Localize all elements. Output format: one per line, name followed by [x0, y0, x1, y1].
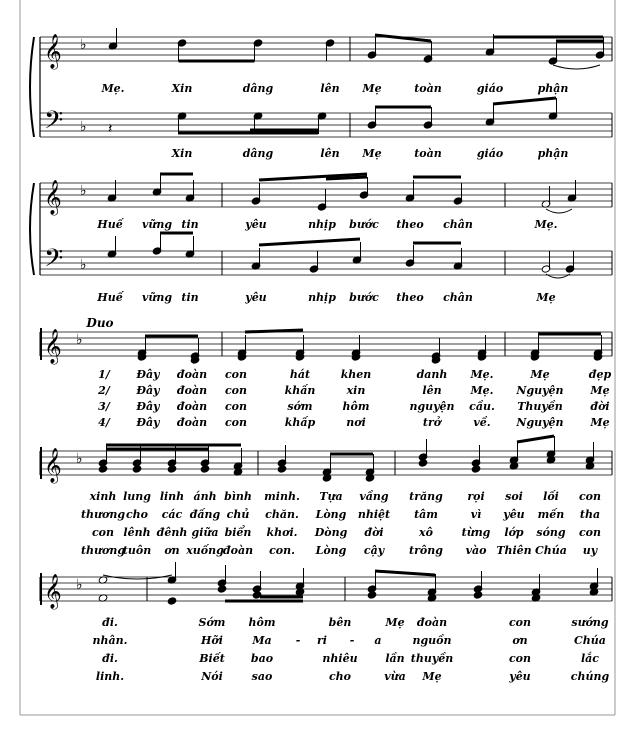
verse-2-syllable: ơn: [512, 634, 528, 647]
verse-1-syllable: khen: [340, 368, 372, 381]
verse-3-syllable: Đây: [136, 400, 160, 413]
verse-4-syllable: chúng: [570, 670, 610, 683]
verse-3-syllable: biển: [224, 526, 252, 539]
flat-icon: ♭: [80, 183, 87, 199]
treble-clef-icon: 𝄞: [44, 329, 62, 364]
treble-lyric: phận: [537, 82, 569, 95]
bass-lyric: toàn: [414, 147, 442, 160]
bass-lyric: theo: [396, 291, 424, 304]
verse-1-syllable: con: [508, 616, 532, 629]
verse-3-syllable: đời: [590, 400, 610, 413]
verse-3-syllable: thuyền: [410, 652, 454, 665]
treble-lyric: Mẹ.: [101, 82, 125, 95]
verse-2-syllable: tha: [579, 508, 601, 521]
verse-3-syllable: đời: [364, 526, 384, 539]
verse-2-syllable: đấng: [189, 508, 221, 521]
verse-4-syllable: về.: [473, 416, 491, 429]
verse-4-syllable: con: [224, 416, 248, 429]
verse-2-syllable: -: [295, 634, 301, 647]
verse-1-syllable: Mẹ: [530, 368, 550, 381]
verse-1-syllable: vầng: [359, 490, 389, 503]
verse-4-syllable: trở: [422, 416, 442, 429]
verse-1-syllable: minh.: [264, 490, 300, 503]
verse-4-syllable: yêu: [509, 670, 531, 683]
note: [473, 591, 483, 599]
beam: [375, 35, 431, 41]
note: [418, 459, 428, 467]
flat-icon: ♭: [80, 257, 87, 273]
treble-lyric: bước: [349, 218, 379, 231]
verse-4-syllable: linh.: [95, 670, 125, 683]
verse-4-syllable: đoàn: [222, 544, 254, 557]
beam: [517, 436, 554, 442]
treble-lyric: nhịp: [308, 218, 336, 231]
verse-4-syllable: cho: [328, 670, 352, 683]
verse-1-syllable: Sớm: [198, 616, 226, 629]
verse-2-syllable: Lòng: [315, 508, 347, 521]
verse-2-syllable: thương: [80, 508, 126, 521]
treble-lyric: Xin: [171, 82, 193, 95]
treble-lyric: tin: [181, 218, 199, 231]
verse-3-syllable: lần: [385, 652, 405, 665]
note: [167, 597, 177, 605]
verse-2-syllable: xin: [346, 384, 366, 397]
verse-3-syllable: Biết: [199, 652, 225, 665]
verse-1-syllable: lung: [123, 490, 151, 503]
verse-2-syllable: yêu: [503, 508, 525, 521]
verse-3-syllable: đi.: [102, 652, 118, 665]
verse-3-syllable: cầu.: [469, 400, 495, 413]
verse-2-syllable: Nguyện: [516, 384, 564, 397]
system-brace: [30, 183, 34, 275]
verse-3-syllable: Dòng: [314, 526, 348, 539]
verse-3-syllable: con: [508, 652, 532, 665]
verse-4-syllable: cậy: [363, 544, 385, 557]
note: [367, 591, 377, 599]
verse-2-syllable: nhân.: [92, 634, 128, 647]
flat-icon: ♭: [76, 451, 83, 467]
verse-4-syllable: Chúa: [535, 544, 567, 557]
treble-lyric: chân: [443, 218, 473, 231]
treble-lyric: dâng: [242, 82, 274, 95]
verse-2-syllable: a: [374, 634, 382, 647]
note: [200, 465, 210, 473]
treble-lyric: vững: [141, 218, 173, 231]
verse-2-syllable: cho: [125, 508, 149, 521]
verse-2-syllable: chủ: [226, 508, 250, 521]
verse-3-syllable: đoàn: [176, 400, 208, 413]
verse-3-syllable: con: [91, 526, 115, 539]
bass-lyric: bước: [349, 291, 379, 304]
verse-4-syllable: Mẹ: [590, 416, 610, 429]
bass-lyric: phận: [537, 147, 569, 160]
flat-icon: ♭: [76, 332, 83, 348]
verse-1-syllable: linh: [159, 490, 185, 503]
treble-clef-icon: 𝄞: [44, 34, 62, 69]
verse-1-syllable: đi.: [102, 616, 118, 629]
verse-2-syllable: 2/: [98, 384, 110, 397]
verse-3-syllable: nhiêu: [322, 652, 358, 665]
treble-clef-icon: 𝄞: [44, 448, 62, 483]
note: [277, 465, 287, 473]
treble-lyric: giáo: [476, 82, 504, 95]
verse-4-syllable: thương: [80, 544, 126, 557]
treble-lyric: lên: [320, 82, 340, 95]
verse-2-syllable: Mẹ: [590, 384, 610, 397]
note: [471, 465, 481, 473]
verse-1-syllable: con: [578, 490, 602, 503]
verse-4-syllable: Thiên: [496, 544, 532, 557]
verse-1-syllable: bên: [328, 616, 352, 629]
verse-1-syllable: hôm: [248, 616, 276, 629]
verse-4-syllable: khấp: [284, 416, 316, 429]
verse-4-syllable: 4/: [98, 416, 110, 429]
bass-lyric: chân: [443, 291, 473, 304]
bass-clef-icon: 𝄢: [44, 244, 64, 279]
verse-2-syllable: các: [161, 508, 183, 521]
bass-lyric: yêu: [245, 291, 267, 304]
verse-3-syllable: hôm: [342, 400, 370, 413]
verse-2-syllable: khấn: [284, 384, 316, 397]
bass-lyric: Xin: [171, 147, 193, 160]
verse-3-syllable: con: [578, 526, 602, 539]
flat-icon: ♭: [80, 37, 87, 53]
verse-4-syllable: uy: [582, 544, 598, 557]
treble-lyric: Mẹ: [362, 82, 382, 95]
tie: [546, 209, 572, 213]
note: [217, 585, 227, 593]
verse-1-syllable: lối: [543, 490, 559, 503]
verse-3-syllable: sóng: [536, 526, 566, 539]
verse-4-syllable: con.: [269, 544, 295, 557]
treble-lyric: Mẹ.: [534, 218, 558, 231]
verse-4-syllable: vào: [465, 544, 487, 557]
verse-4-syllable: vừa: [384, 670, 406, 683]
bass-lyric: vững: [141, 291, 173, 304]
bass-lyric: Mẹ: [362, 147, 382, 160]
verse-4-syllable: Đây: [136, 416, 160, 429]
system-brace: [30, 37, 34, 137]
quarter-rest-icon: 𝄽: [108, 121, 113, 137]
verse-3-syllable: giữa: [191, 526, 219, 539]
verse-3-syllable: nguyện: [409, 400, 455, 413]
verse-4-syllable: tuôn: [122, 544, 152, 557]
verse-3-syllable: lênh: [123, 526, 151, 539]
bass-lyric: lên: [320, 147, 340, 160]
verse-1-syllable: Đây: [136, 368, 160, 381]
duo-label: Duo: [86, 316, 114, 330]
verse-1-syllable: Mẹ: [385, 616, 405, 629]
verse-4-syllable: Lòng: [315, 544, 347, 557]
treble-lyric: toàn: [414, 82, 442, 95]
verse-2-syllable: Hỡi: [201, 634, 223, 647]
verse-1-syllable: bình: [224, 490, 252, 503]
verse-4-syllable: đoàn: [176, 416, 208, 429]
bass-lyric: Huế: [97, 291, 123, 304]
verse-2-syllable: Mẹ.: [470, 384, 494, 397]
verse-1-syllable: xinh: [89, 490, 117, 503]
verse-2-syllable: ri: [317, 634, 327, 647]
music-notation: [30, 28, 612, 610]
verse-1-syllable: 1/: [98, 368, 110, 381]
verse-1-syllable: rọi: [467, 490, 485, 503]
treble-lyric: Huế: [97, 218, 123, 231]
note: [167, 465, 177, 473]
verse-1-syllable: con: [224, 368, 248, 381]
bass-lyric: tin: [181, 291, 199, 304]
verse-3-syllable: bao: [250, 652, 274, 665]
verse-1-syllable: Mẹ.: [470, 368, 494, 381]
verse-3-syllable: xô: [419, 526, 433, 539]
verse-2-syllable: tâm: [414, 508, 438, 521]
verse-2-syllable: Chúa: [574, 634, 606, 647]
verse-2-syllable: Ma: [252, 634, 272, 647]
verse-2-syllable: con: [224, 384, 248, 397]
note: [132, 465, 142, 473]
verse-3-syllable: sớm: [287, 400, 313, 413]
verse-4-syllable: nơi: [346, 416, 366, 429]
verse-2-syllable: vì: [470, 508, 482, 521]
verse-2-syllable: đoàn: [176, 384, 208, 397]
verse-3-syllable: 3/: [98, 400, 110, 413]
verse-1-syllable: soi: [505, 490, 523, 503]
verse-2-syllable: Đây: [136, 384, 160, 397]
verse-2-syllable: nguồn: [412, 634, 452, 647]
verse-4-syllable: xuống: [186, 544, 224, 557]
verse-1-syllable: đoàn: [176, 368, 208, 381]
verse-1-syllable: Tựa: [319, 490, 343, 503]
verse-3-syllable: từng: [461, 526, 491, 539]
verse-1-syllable: đoàn: [416, 616, 448, 629]
treble-clef-icon: 𝄞: [44, 180, 62, 215]
beam: [259, 239, 360, 245]
verse-2-syllable: lên: [422, 384, 442, 397]
verse-4-syllable: ơn: [164, 544, 180, 557]
tie: [553, 65, 600, 69]
bass-lyric: nhịp: [308, 291, 336, 304]
verse-4-syllable: Mẹ: [422, 670, 442, 683]
verse-3-syllable: con: [224, 400, 248, 413]
note: [98, 465, 108, 473]
verse-2-syllable: chăn.: [265, 508, 299, 521]
verse-1-syllable: hát: [289, 368, 311, 381]
verse-4-syllable: sao: [251, 670, 273, 683]
treble-lyric: theo: [396, 218, 424, 231]
bass-lyric: Mẹ: [536, 291, 556, 304]
verse-2-syllable: -: [349, 634, 355, 647]
verse-3-syllable: đênh: [156, 526, 188, 539]
verse-1-syllable: sướng: [571, 616, 609, 629]
verse-1-syllable: trăng: [409, 490, 443, 503]
beam: [245, 330, 303, 332]
flat-icon: ♭: [76, 577, 83, 593]
verse-1-syllable: đẹp: [588, 368, 612, 381]
verse-2-syllable: mến: [537, 508, 565, 521]
verse-3-syllable: khơi.: [266, 526, 298, 539]
flat-icon: ♭: [80, 119, 87, 135]
treble-lyric: yêu: [245, 218, 267, 231]
verse-3-syllable: lắc: [580, 652, 600, 665]
bass-lyric: dâng: [242, 147, 274, 160]
beam: [375, 571, 435, 575]
verse-4-syllable: trông: [409, 544, 443, 557]
verse-3-syllable: Thuyền: [517, 400, 563, 413]
verse-2-syllable: nhiệt: [357, 508, 391, 521]
beam: [493, 98, 556, 104]
verse-1-syllable: danh: [416, 368, 448, 381]
treble-clef-icon: 𝄞: [44, 574, 62, 609]
verse-1-syllable: ánh: [193, 490, 217, 503]
bass-clef-icon: 𝄢: [44, 106, 64, 141]
verse-4-syllable: Nói: [201, 670, 223, 683]
beam: [326, 177, 367, 179]
bass-lyric: giáo: [476, 147, 504, 160]
verse-3-syllable: lớp: [504, 526, 524, 539]
verse-4-syllable: Nguyện: [516, 416, 564, 429]
